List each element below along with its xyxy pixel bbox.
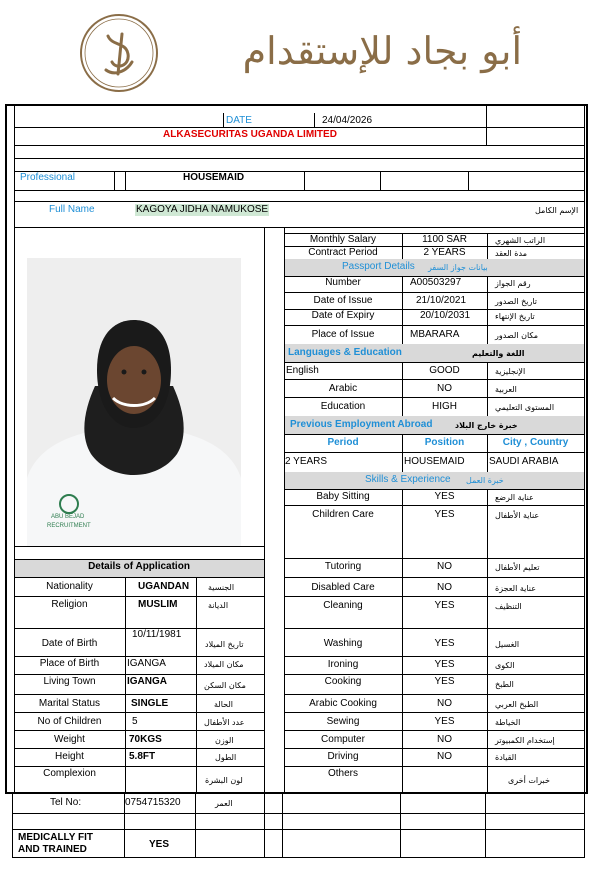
arabic-value: NO: [437, 383, 452, 394]
tel-ar: العمر: [215, 799, 233, 808]
logo-text: أبو بجاد للإستقدام: [242, 29, 522, 73]
detail-label: Religion: [51, 599, 88, 610]
tel-value: 0754715320: [125, 797, 181, 808]
medical-label-1: MEDICALLY FIT: [18, 832, 94, 843]
expiry-ar: تاريخ الإنتهاء: [495, 312, 535, 321]
tel-label: Tel No:: [50, 797, 82, 808]
salary-ar: الراتب الشهري: [495, 236, 546, 245]
skill-ar: تعليم الأطفال: [495, 563, 540, 572]
skill-ar: الغسيل: [495, 640, 520, 649]
detail-value: 5: [132, 716, 138, 727]
skill-label: Cleaning: [323, 600, 363, 611]
skill-ar: عناية الرضع: [495, 493, 534, 502]
skill-value: NO: [437, 582, 452, 593]
passport-title-ar: بيانات جواز السفر: [428, 263, 488, 272]
skill-value: NO: [437, 734, 452, 745]
skill-label: Disabled Care: [311, 582, 375, 593]
skill-label: Tutoring: [324, 561, 362, 572]
detail-ar: تاريخ الميلاد: [205, 640, 244, 649]
skill-label: Baby Sitting: [316, 491, 370, 502]
english-label: English: [286, 365, 319, 376]
skill-label: Sewing: [326, 716, 360, 727]
issue-ar: تاريخ الصدور: [495, 297, 537, 306]
fullname-value: KAGOYA JIDHA NAMUKOSE: [136, 204, 269, 215]
passport-number-ar: رقم الجواز: [495, 279, 531, 288]
skill-value: NO: [437, 698, 452, 709]
languages-title-ar: اللغة والتعليم: [472, 349, 525, 358]
issue-value: 21/10/2021: [416, 295, 467, 306]
skill-ar: الكوى: [495, 661, 515, 670]
detail-ar: لون البشرة: [205, 776, 243, 785]
period-ar: مدة العقد: [495, 249, 527, 258]
detail-value: 10/11/1981: [132, 629, 182, 640]
place-value: MBARARA: [410, 329, 460, 340]
expiry-value: 20/10/2031: [420, 310, 471, 321]
date-label: DATE: [226, 115, 252, 126]
expiry-label: Date of Expiry: [311, 310, 375, 321]
detail-label: Complexion: [43, 768, 96, 779]
skill-label: Arabic Cooking: [309, 698, 377, 709]
skill-value: NO: [437, 751, 452, 762]
place-ar: مكان الصدور: [495, 331, 539, 340]
detail-label: Living Town: [43, 676, 96, 687]
detail-value: 70KGS: [129, 734, 162, 745]
detail-label: Place of Birth: [39, 658, 100, 669]
skill-ar: التنظيف: [495, 602, 522, 611]
detail-ar: الجنسية: [208, 583, 235, 592]
detail-value: 5.8FT: [129, 751, 156, 762]
education-label: Education: [320, 401, 366, 412]
company-name: ALKASECURITAS UGANDA LIMITED: [163, 129, 337, 140]
detail-label: No of Children: [37, 716, 102, 727]
skills-title-ar: خبرة العمل: [466, 476, 504, 485]
detail-ar: الحالة: [214, 700, 233, 709]
detail-value: SINGLE: [131, 698, 169, 709]
education-ar: المستوى التعليمي: [495, 403, 555, 412]
date-value: 24/04/2026: [322, 115, 373, 126]
detail-label: Date of Birth: [41, 638, 98, 649]
issue-label: Date of Issue: [313, 295, 373, 306]
salary-value: 1100 SAR: [422, 234, 467, 245]
detail-label: Nationality: [46, 581, 93, 592]
detail-label: Weight: [54, 734, 85, 745]
emp-position: HOUSEMAID: [404, 456, 465, 467]
skill-value: YES: [434, 600, 455, 611]
passport-title: Passport Details: [342, 261, 415, 272]
fullname-label: Full Name: [49, 204, 95, 215]
detail-label: Height: [55, 751, 84, 762]
passport-number-value: A00503297: [410, 277, 462, 288]
period-value: 2 YEARS: [423, 247, 466, 258]
skill-label: Cooking: [324, 676, 362, 687]
skill-label: Driving: [327, 751, 359, 762]
applicant-photo: [27, 258, 241, 546]
detail-ar: مكان السكن: [204, 681, 246, 690]
skill-ar: القيادة: [495, 753, 517, 762]
skill-value: YES: [434, 659, 455, 670]
detail-ar: الديانة: [208, 601, 229, 610]
skill-label: Computer: [321, 734, 365, 745]
skill-value: YES: [434, 509, 455, 520]
detail-value: MUSLIM: [138, 599, 178, 610]
period-label: Contract Period: [308, 247, 378, 258]
fullname-ar: الإسم الكامل: [535, 206, 579, 215]
detail-ar: عدد الأطفال: [204, 718, 245, 727]
skill-value: YES: [434, 638, 455, 649]
professional-value: HOUSEMAID: [183, 172, 245, 183]
skill-value: YES: [434, 716, 455, 727]
skill-value: YES: [434, 491, 455, 502]
arabic-label: Arabic: [328, 383, 358, 394]
emp-country-header: City , Country: [502, 437, 569, 448]
skill-value: YES: [434, 676, 455, 687]
medical-value: YES: [149, 839, 170, 850]
emp-position-header: Position: [424, 437, 465, 448]
skill-value: NO: [437, 561, 452, 572]
emp-period: 2 YEARS: [285, 456, 328, 467]
skill-label: Washing: [323, 638, 363, 649]
logo: [78, 12, 160, 94]
english-value: GOOD: [429, 365, 460, 376]
english-ar: الإنجليزية: [495, 367, 526, 376]
skill-ar: عناية العجزة: [495, 584, 536, 593]
detail-ar: الطول: [215, 753, 237, 762]
emp-country: SAUDI ARABIA: [489, 456, 559, 467]
emp-period-header: Period: [327, 437, 359, 448]
skill-ar: الطبخ العربي: [495, 700, 539, 709]
skill-ar: عناية الأطفال: [495, 511, 540, 520]
skill-label: Children Care: [312, 509, 374, 520]
detail-value: IGANGA: [127, 658, 166, 669]
professional-label: Professional: [20, 172, 76, 183]
skill-ar: الخياطة: [495, 718, 521, 727]
detail-ar: مكان الميلاد: [204, 660, 244, 669]
employment-title-ar: خبرة خارج البلاد: [455, 421, 518, 430]
badge-text-2: RECRUITMENT: [47, 523, 91, 529]
languages-title: Languages & Education: [288, 347, 402, 358]
details-title: Details of Application: [88, 561, 190, 572]
badge-text-1: ABU BEJAD: [51, 514, 85, 520]
place-label: Place of Issue: [311, 329, 375, 340]
skill-ar: الطبخ: [495, 680, 514, 689]
detail-ar: الوزن: [215, 736, 234, 745]
employment-title: Previous Employment Abroad: [290, 419, 433, 430]
detail-value: UGANDAN: [138, 581, 190, 592]
medical-label-2: AND TRAINED: [18, 844, 87, 855]
arabic-ar: العربية: [495, 385, 517, 394]
education-value: HIGH: [432, 401, 457, 412]
salary-label: Monthly Salary: [309, 234, 377, 245]
skill-label: Ironing: [327, 659, 359, 670]
skill-ar: إستخدام الكمبيوتر: [495, 736, 555, 745]
detail-label: Marital Status: [38, 698, 101, 709]
skills-title: Skills & Experience: [365, 474, 451, 485]
detail-value: IGANGA: [127, 676, 167, 687]
skill-label: Others: [327, 768, 358, 779]
passport-number-label: Number: [325, 277, 361, 288]
skill-ar: خبرات أخرى: [508, 776, 550, 785]
